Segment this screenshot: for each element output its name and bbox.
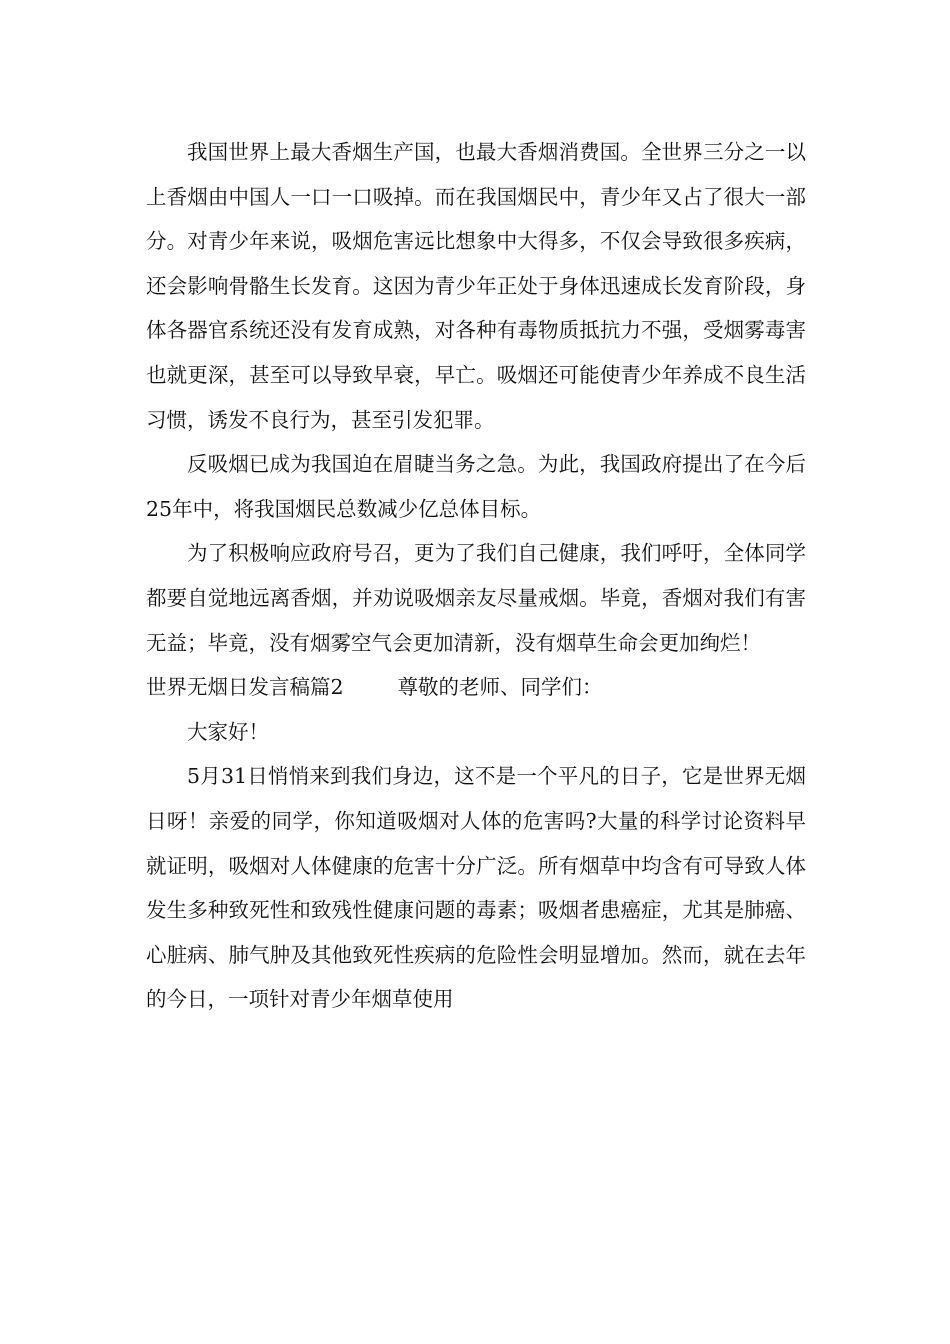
paragraph-4: 5月31日悄悄来到我们身边，这不是一个平凡的日子，它是世界无烟日呀！亲爱的同学，你知道吸烟对人体的危害吗?大量的科学讨论资料早就证明，吸烟对人体健康的危害十分广泛。所有烟草中均含有可导致人体发生多种致死性和致残性健康问题的毒素；吸烟者患癌症，尤其是肺癌、心脏病、肺气肿及其他致死性疾病的危险性会明显增加。然而，就在去年的今日，一项针对青少年烟草使用 xyxy=(146,764,806,1012)
section-heading-line xyxy=(146,665,806,710)
paragraph-1: 我国世界上最大香烟生产国，也最大香烟消费国。全世界三分之一以上香烟由中国人一口一口吸掉。而在我国烟民中，青少年又占了很大一部分。对青少年来说，吸烟危害远比想象中大得多，不仅会导致很多疾病，还会影响骨骼生长发育。这因为青少年正处于身体迅速成长发育阶段，身体各器官系统还没有发育成熟，对各种有毒物质抵抗力不强，受烟雾毒害也就更深，甚至可以导致早衰，早亡。吸烟还可能使青少年养成不良生活习惯，诱发不良行为，甚至引发犯罪。 xyxy=(146,140,806,432)
salutation: 尊敬的老师、同学们： xyxy=(397,675,603,700)
greeting: 大家好！ xyxy=(187,719,269,744)
paragraph-2: 反吸烟已成为我国迫在眉睫当务之急。为此，我国政府提出了在今后25年中，将我国烟民总数减少亿总体目标。 xyxy=(146,452,806,521)
section-title: 世界无烟日发言稿篇2 xyxy=(146,675,344,700)
document-body xyxy=(146,130,806,1022)
paragraph-3: 为了积极响应政府号召，更为了我们自己健康，我们呼吁，全体同学都要自觉地远离香烟，并劝说吸烟亲友尽量戒烟。毕竟，香烟对我们有害无益；毕竟，没有烟雾空气会更加清新，没有烟草生命会更加绚烂！ xyxy=(146,541,806,655)
